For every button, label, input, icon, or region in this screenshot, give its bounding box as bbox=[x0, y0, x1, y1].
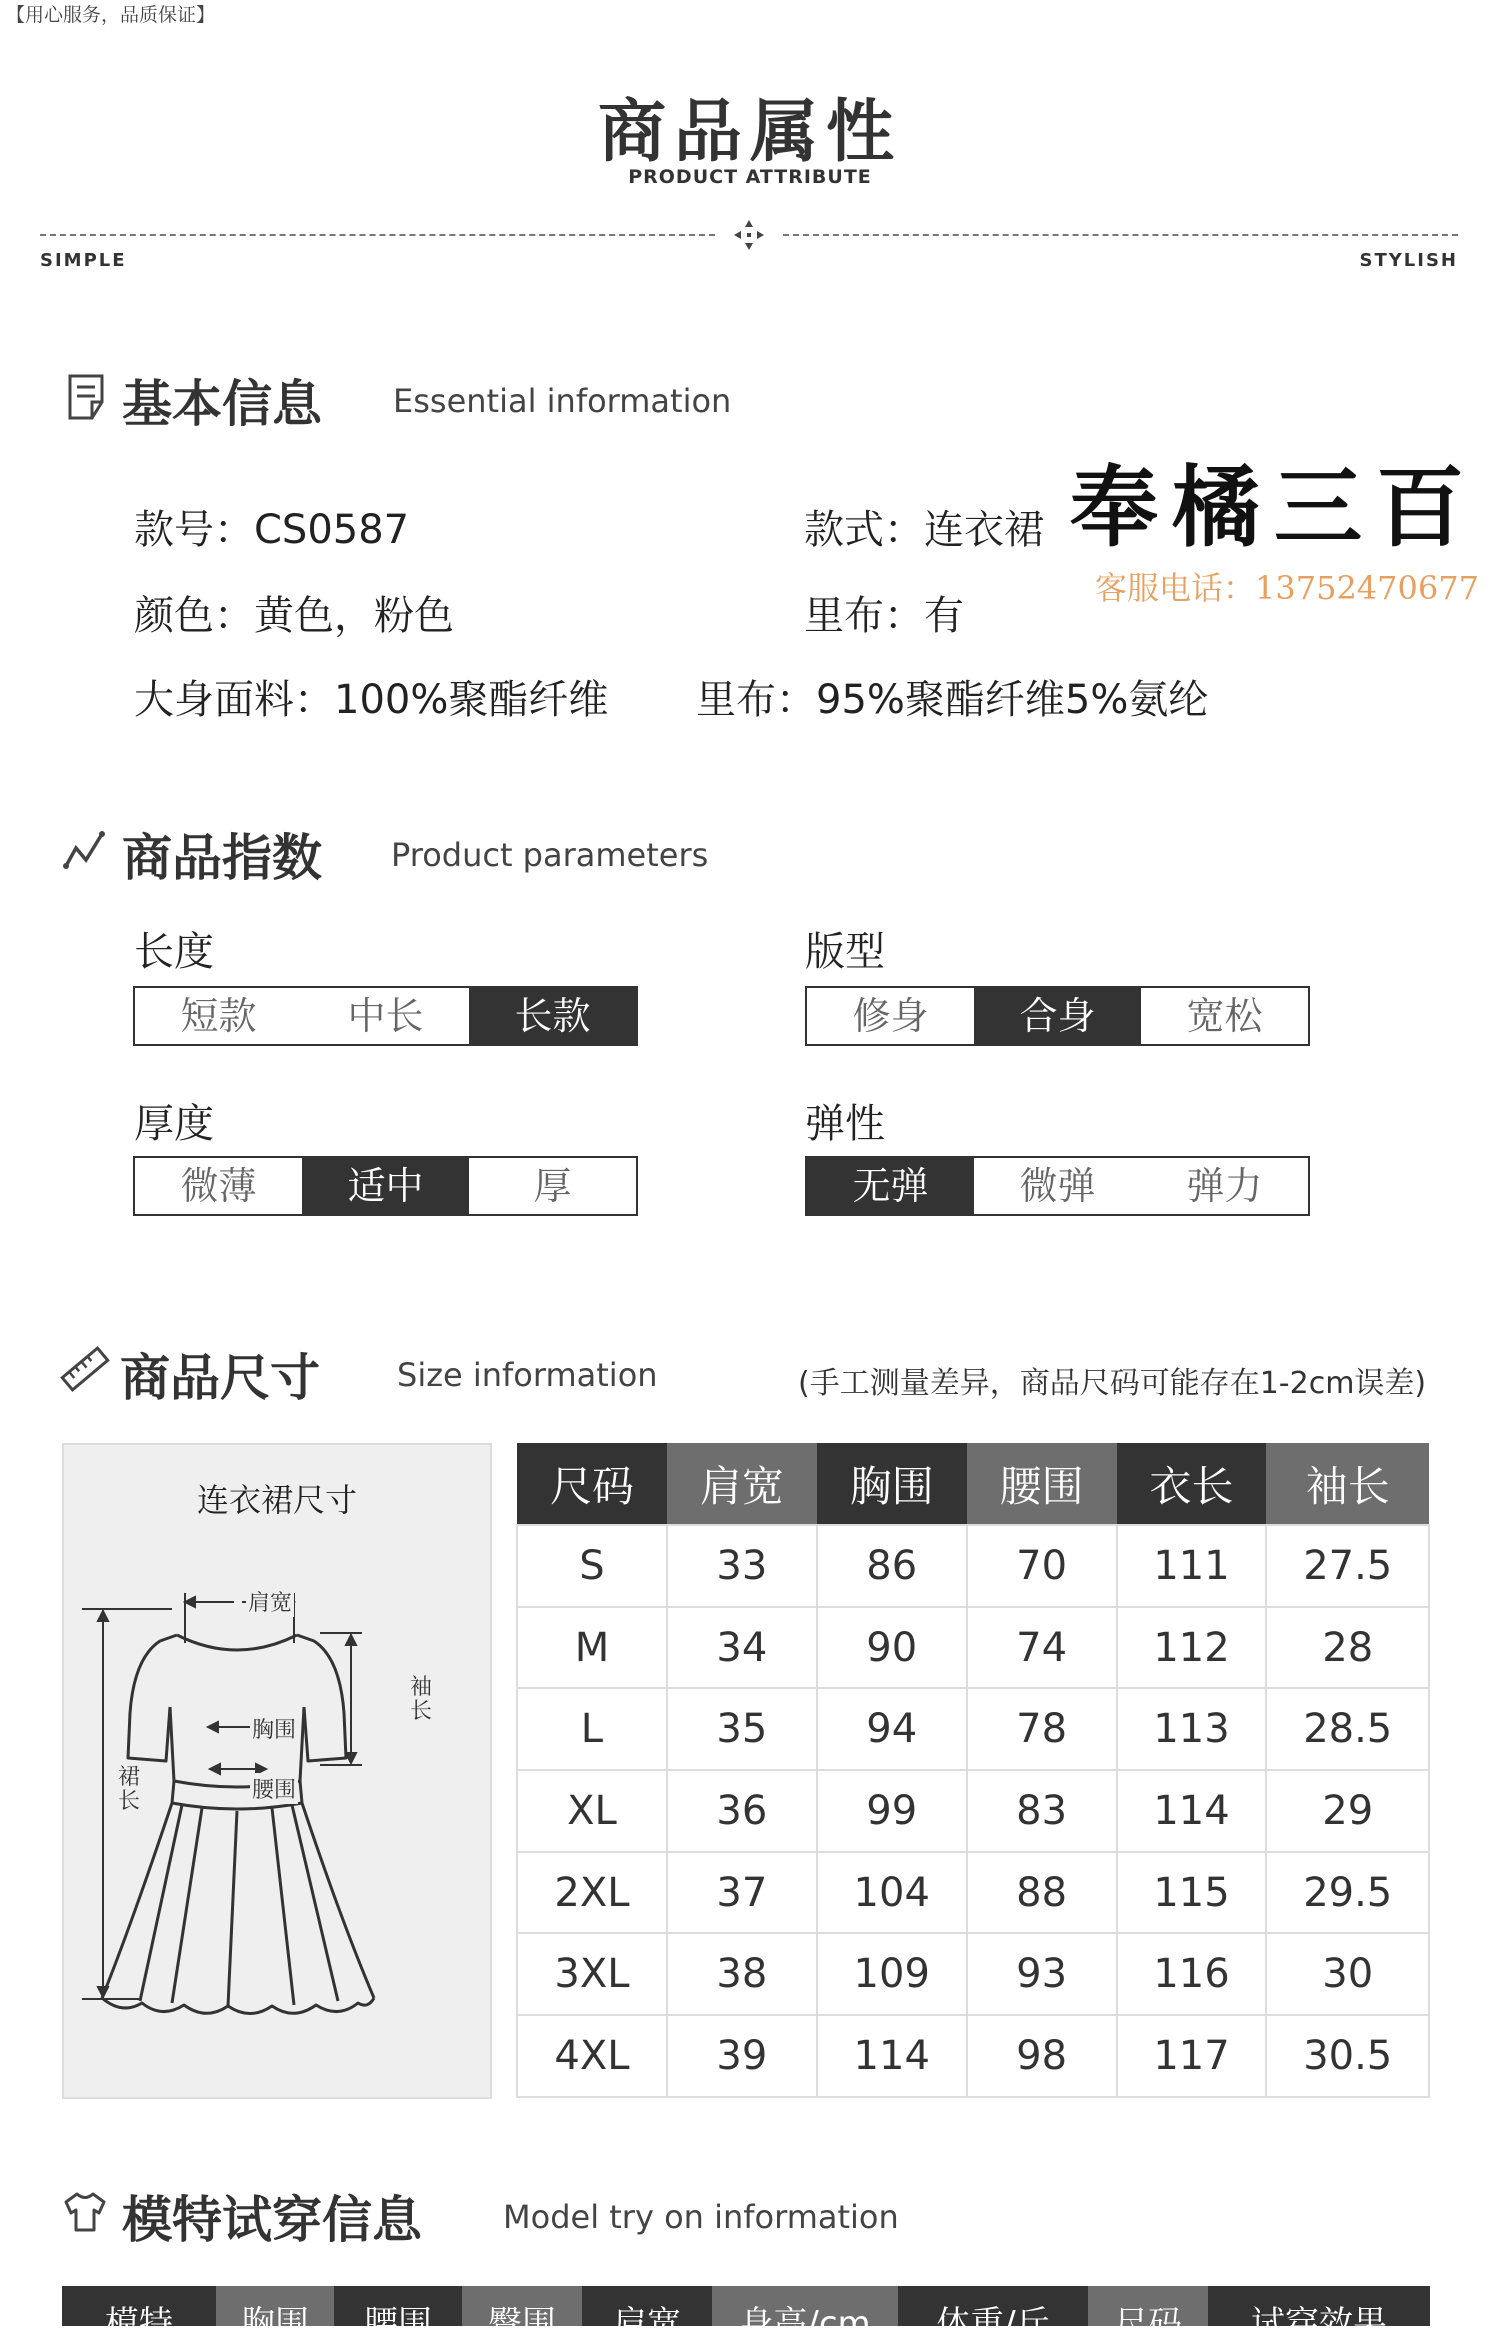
thickness-selector bbox=[133, 1156, 638, 1216]
cell: 112 bbox=[1117, 1607, 1267, 1689]
cell: S bbox=[517, 1525, 667, 1607]
elasticity-option-slight: 微弹 bbox=[1019, 1164, 1096, 1208]
diagram-label-shoulder: 肩宽 bbox=[246, 1586, 294, 1617]
diagram-label-chest: 胸围 bbox=[250, 1713, 298, 1744]
table-row bbox=[517, 1770, 1429, 1852]
size-title-en: Size information bbox=[397, 1356, 658, 1394]
model-header-waist: 腰围 bbox=[364, 2304, 432, 2344]
model-header-size: 尺码 bbox=[1088, 2286, 1208, 2326]
stylish-word: STYLISH bbox=[1359, 250, 1458, 271]
elasticity-option-none: 无弹 bbox=[807, 1158, 974, 1214]
cell: 34 bbox=[667, 1607, 817, 1689]
basic-info-title-en: Essential information bbox=[393, 382, 732, 420]
cell: L bbox=[517, 1688, 667, 1770]
page-subtitle: PRODUCT ATTRIBUTE bbox=[628, 166, 872, 188]
cell: M bbox=[517, 1607, 667, 1689]
cell: 113 bbox=[1117, 1688, 1267, 1770]
service-phone: 客服电话：13752470677 bbox=[1095, 569, 1479, 607]
divider-left bbox=[40, 234, 715, 236]
lining-info: 里布：有 bbox=[804, 593, 964, 639]
cell: 88 bbox=[967, 1852, 1117, 1934]
diagram-label-length: 裙长 bbox=[118, 1765, 141, 1814]
table-row bbox=[517, 1607, 1429, 1689]
size-table-header bbox=[517, 1443, 1429, 1525]
cell: 70 bbox=[967, 1525, 1117, 1607]
lining-fabric-info: 里布：95%聚酯纤维5%氨纶 bbox=[696, 677, 1209, 723]
cell: 74 bbox=[967, 1607, 1117, 1689]
cell: 78 bbox=[967, 1688, 1117, 1770]
table-row bbox=[517, 2015, 1429, 2097]
fit-option-regular: 合身 bbox=[974, 988, 1141, 1044]
cell: 3XL bbox=[517, 1933, 667, 2015]
header-waist: 腰围 bbox=[967, 1443, 1117, 1525]
param-label-fit: 版型 bbox=[805, 929, 885, 975]
cell: 83 bbox=[967, 1770, 1117, 1852]
param-label-thickness: 厚度 bbox=[134, 1101, 214, 1147]
cell: 98 bbox=[967, 2015, 1117, 2097]
cell: 99 bbox=[817, 1770, 967, 1852]
style-number: 款号：CS0587 bbox=[134, 507, 410, 553]
size-note: (手工测量差异，商品尺码可能存在1-2cm误差) bbox=[798, 1366, 1427, 1401]
model-header-shoulder: 肩宽 bbox=[613, 2304, 681, 2344]
size-table bbox=[516, 1443, 1430, 2098]
cell: 29.5 bbox=[1266, 1852, 1429, 1934]
trend-line-icon bbox=[62, 826, 108, 876]
model-header-effect: 试穿效果 bbox=[1251, 2304, 1387, 2344]
cell: 94 bbox=[817, 1688, 967, 1770]
tshirt-icon bbox=[62, 2186, 108, 2236]
cell: 90 bbox=[817, 1607, 967, 1689]
top-note: 【用心服务，品质保证】 bbox=[6, 4, 216, 26]
cell: 86 bbox=[817, 1525, 967, 1607]
cell: 33 bbox=[667, 1525, 817, 1607]
cell: 109 bbox=[817, 1933, 967, 2015]
model-title-en: Model try on information bbox=[503, 2198, 899, 2236]
cell: 2XL bbox=[517, 1852, 667, 1934]
dress-diagram-title: 连衣裙尺寸 bbox=[196, 1481, 357, 1519]
length-option-short: 短款 bbox=[180, 994, 257, 1038]
thickness-option-medium: 适中 bbox=[302, 1158, 469, 1214]
elasticity-option-stretch: 弹力 bbox=[1186, 1164, 1263, 1208]
fabric-info: 大身面料：100%聚酯纤维 bbox=[134, 677, 609, 723]
table-row bbox=[517, 1852, 1429, 1934]
cell: 115 bbox=[1117, 1852, 1267, 1934]
cell: 27.5 bbox=[1266, 1525, 1429, 1607]
param-label-length: 长度 bbox=[134, 929, 214, 975]
cell: 93 bbox=[967, 1933, 1117, 2015]
header-sleeve: 袖长 bbox=[1266, 1443, 1429, 1525]
model-title: 模特试穿信息 bbox=[122, 2191, 422, 2249]
header-shoulder: 肩宽 bbox=[667, 1443, 817, 1525]
cell: 30 bbox=[1266, 1933, 1429, 2015]
diagram-label-sleeve: 袖长 bbox=[410, 1675, 433, 1724]
cell: 114 bbox=[1117, 1770, 1267, 1852]
cross-ornament-icon bbox=[732, 218, 766, 252]
model-header-model: 模特 bbox=[105, 2304, 173, 2344]
thickness-option-thin: 微薄 bbox=[180, 1164, 257, 1208]
basic-info-title: 基本信息 bbox=[122, 375, 322, 433]
diagram-label-waist: 腰围 bbox=[250, 1773, 298, 1804]
length-selector bbox=[133, 986, 638, 1046]
ruler-icon bbox=[62, 1344, 108, 1394]
length-option-long: 长款 bbox=[469, 988, 636, 1044]
cell: 116 bbox=[1117, 1933, 1267, 2015]
cell: 37 bbox=[667, 1852, 817, 1934]
cell: 117 bbox=[1117, 2015, 1267, 2097]
cell: 30.5 bbox=[1266, 2015, 1429, 2097]
color-info: 颜色：黄色，粉色 bbox=[134, 593, 454, 639]
thickness-option-thick: 厚 bbox=[533, 1164, 572, 1208]
fit-option-loose: 宽松 bbox=[1186, 994, 1263, 1038]
document-icon bbox=[66, 372, 112, 422]
cell: 39 bbox=[667, 2015, 817, 2097]
length-option-mid: 中长 bbox=[347, 994, 424, 1038]
cell: XL bbox=[517, 1770, 667, 1852]
cell: 28.5 bbox=[1266, 1688, 1429, 1770]
divider-right bbox=[783, 234, 1458, 236]
simple-word: SIMPLE bbox=[40, 250, 127, 271]
cell: 28 bbox=[1266, 1607, 1429, 1689]
table-row bbox=[517, 1933, 1429, 2015]
cell: 38 bbox=[667, 1933, 817, 2015]
fit-option-slim: 修身 bbox=[852, 994, 929, 1038]
cell: 111 bbox=[1117, 1525, 1267, 1607]
cell: 114 bbox=[817, 2015, 967, 2097]
param-label-elasticity: 弹性 bbox=[805, 1101, 885, 1147]
header-size: 尺码 bbox=[517, 1443, 667, 1525]
fit-selector bbox=[805, 986, 1310, 1046]
brand-signature: 奉橘三百 bbox=[1070, 455, 1479, 559]
params-title: 商品指数 bbox=[122, 829, 322, 887]
page-title: 商品属性 bbox=[597, 93, 902, 172]
header-chest: 胸围 bbox=[817, 1443, 967, 1525]
size-title: 商品尺寸 bbox=[120, 1349, 320, 1407]
params-title-en: Product parameters bbox=[391, 836, 709, 874]
style-type: 款式：连衣裙 bbox=[804, 507, 1044, 553]
cell: 29 bbox=[1266, 1770, 1429, 1852]
cell: 36 bbox=[667, 1770, 817, 1852]
model-header-weight: 体重/斤 bbox=[936, 2304, 1050, 2344]
cell: 104 bbox=[817, 1852, 967, 1934]
model-header-height: 身高/cm bbox=[712, 2286, 898, 2326]
header-length: 衣长 bbox=[1117, 1443, 1267, 1525]
cell: 35 bbox=[667, 1688, 817, 1770]
model-header-hip: 臀围 bbox=[462, 2286, 582, 2326]
cell: 4XL bbox=[517, 2015, 667, 2097]
elasticity-selector bbox=[805, 1156, 1310, 1216]
table-row bbox=[517, 1525, 1429, 1607]
model-header-chest: 胸围 bbox=[216, 2286, 334, 2326]
table-row bbox=[517, 1688, 1429, 1770]
model-table-header bbox=[62, 2286, 1430, 2344]
